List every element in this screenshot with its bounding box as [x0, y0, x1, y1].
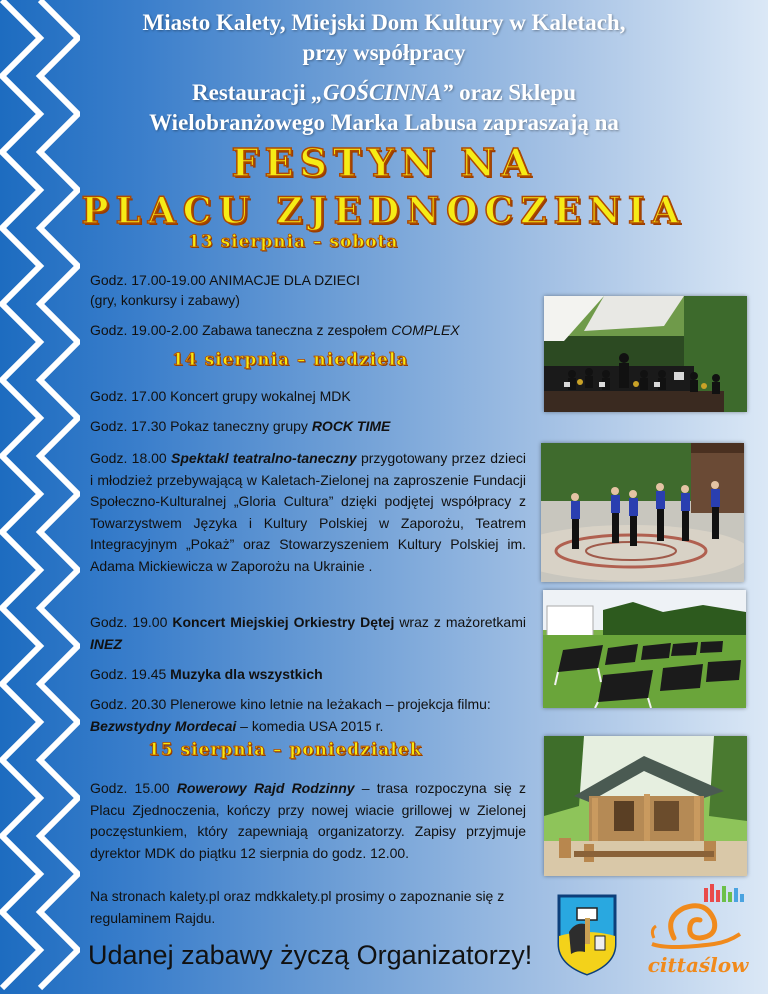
coat-of-arms-icon — [555, 892, 619, 978]
day1-item2: Godz. 19.00-2.00 Zabawa taneczna z zespołem COMPLEX — [90, 322, 460, 338]
festyn-title-1: FESTYN NA — [231, 140, 537, 185]
day2-item2: Godz. 17.30 Pokaz taneczny grupy ROCK TIME — [90, 418, 391, 434]
day2-item6: Godz. 20.30 Plenerowe kino letnie na leżakach – projekcja filmu: Bezwstydny Mordecai – komedia USA 2015 r. — [90, 696, 491, 734]
festyn-title-2: PLACU ZJEDNOCZENIA — [81, 190, 687, 232]
header-line-2: przy współpracy — [302, 40, 466, 65]
day2-item1: Godz. 17.00 Koncert grupy wokalnej MDK — [90, 388, 351, 404]
photo-concert-stage — [544, 296, 747, 412]
snail-icon — [644, 878, 752, 978]
header-line-4: Wielobranżowego Marka Labusa zapraszają na — [149, 110, 619, 135]
photo-open-air-cinema — [543, 590, 746, 708]
photo-grill-shelter — [544, 736, 747, 876]
photo-dancers — [541, 443, 744, 582]
day1-item1: Godz. 17.00-19.00 ANIMACJE DLA DZIECI — [90, 272, 361, 288]
day2-title: 14 sierpnia – niedziela — [172, 350, 409, 370]
header-line-1: Miasto Kalety, Miejski Dom Kultury w Kaletach, — [142, 10, 626, 35]
day2-item5: Godz. 19.45 Muzyka dla wszystkich — [90, 666, 323, 682]
day1-item1-sub: (gry, konkursy i zabawy) — [90, 292, 240, 308]
day3-title: 15 sierpnia – poniedziałek — [148, 740, 423, 760]
day3-note: Na stronach kalety.pl oraz mdkkalety.pl prosimy o zapoznanie się z regulaminem Rajdu. — [90, 888, 505, 926]
header-line-3: Restauracji „GOŚCINNA” oraz Sklepu — [192, 80, 576, 105]
cittaslow-label: cittaślow — [647, 953, 749, 977]
footer-text: Udanej zabawy życzą Organizatorzy! — [88, 940, 533, 970]
day2-item4: Godz. 19.00 Koncert Miejskiej Orkiestry Dętej wraz z mażoretkami INEZ — [90, 614, 526, 652]
day3-item1: Godz. 15.00 Rowerowy Rajd Rodzinny – trasa rozpoczyna się z Placu Zjednoczenia, kończy przy nowej wiacie grillowej w Zielonej poczęstunkiem, który zapewniają organizatorzy. Zapisy przyjmuje dyrektor MDK do piątku 12 sierpnia do godz. 12.00. — [90, 780, 527, 861]
day1-title: 13 sierpnia – sobota — [188, 232, 399, 252]
day2-item3: Godz. 18.00 Spektakl teatralno-taneczny przygotowany przez dzieci i młodzież przebywającą w Kaletach-Zielonej na zaproszenie Fundacji Społeczno-Kulturalnej „Gloria Cultura” dzięki podjętej współpracy z Towarzystwem Języka i Kultury Polskiej w Zaporożu, Teatrem Integracyjnym „Pokaż” oraz Stowarzyszeniem Kultury Polskiej im. Adama Mickiewicza w Zaporożu na Ukrainie . — [90, 450, 527, 574]
